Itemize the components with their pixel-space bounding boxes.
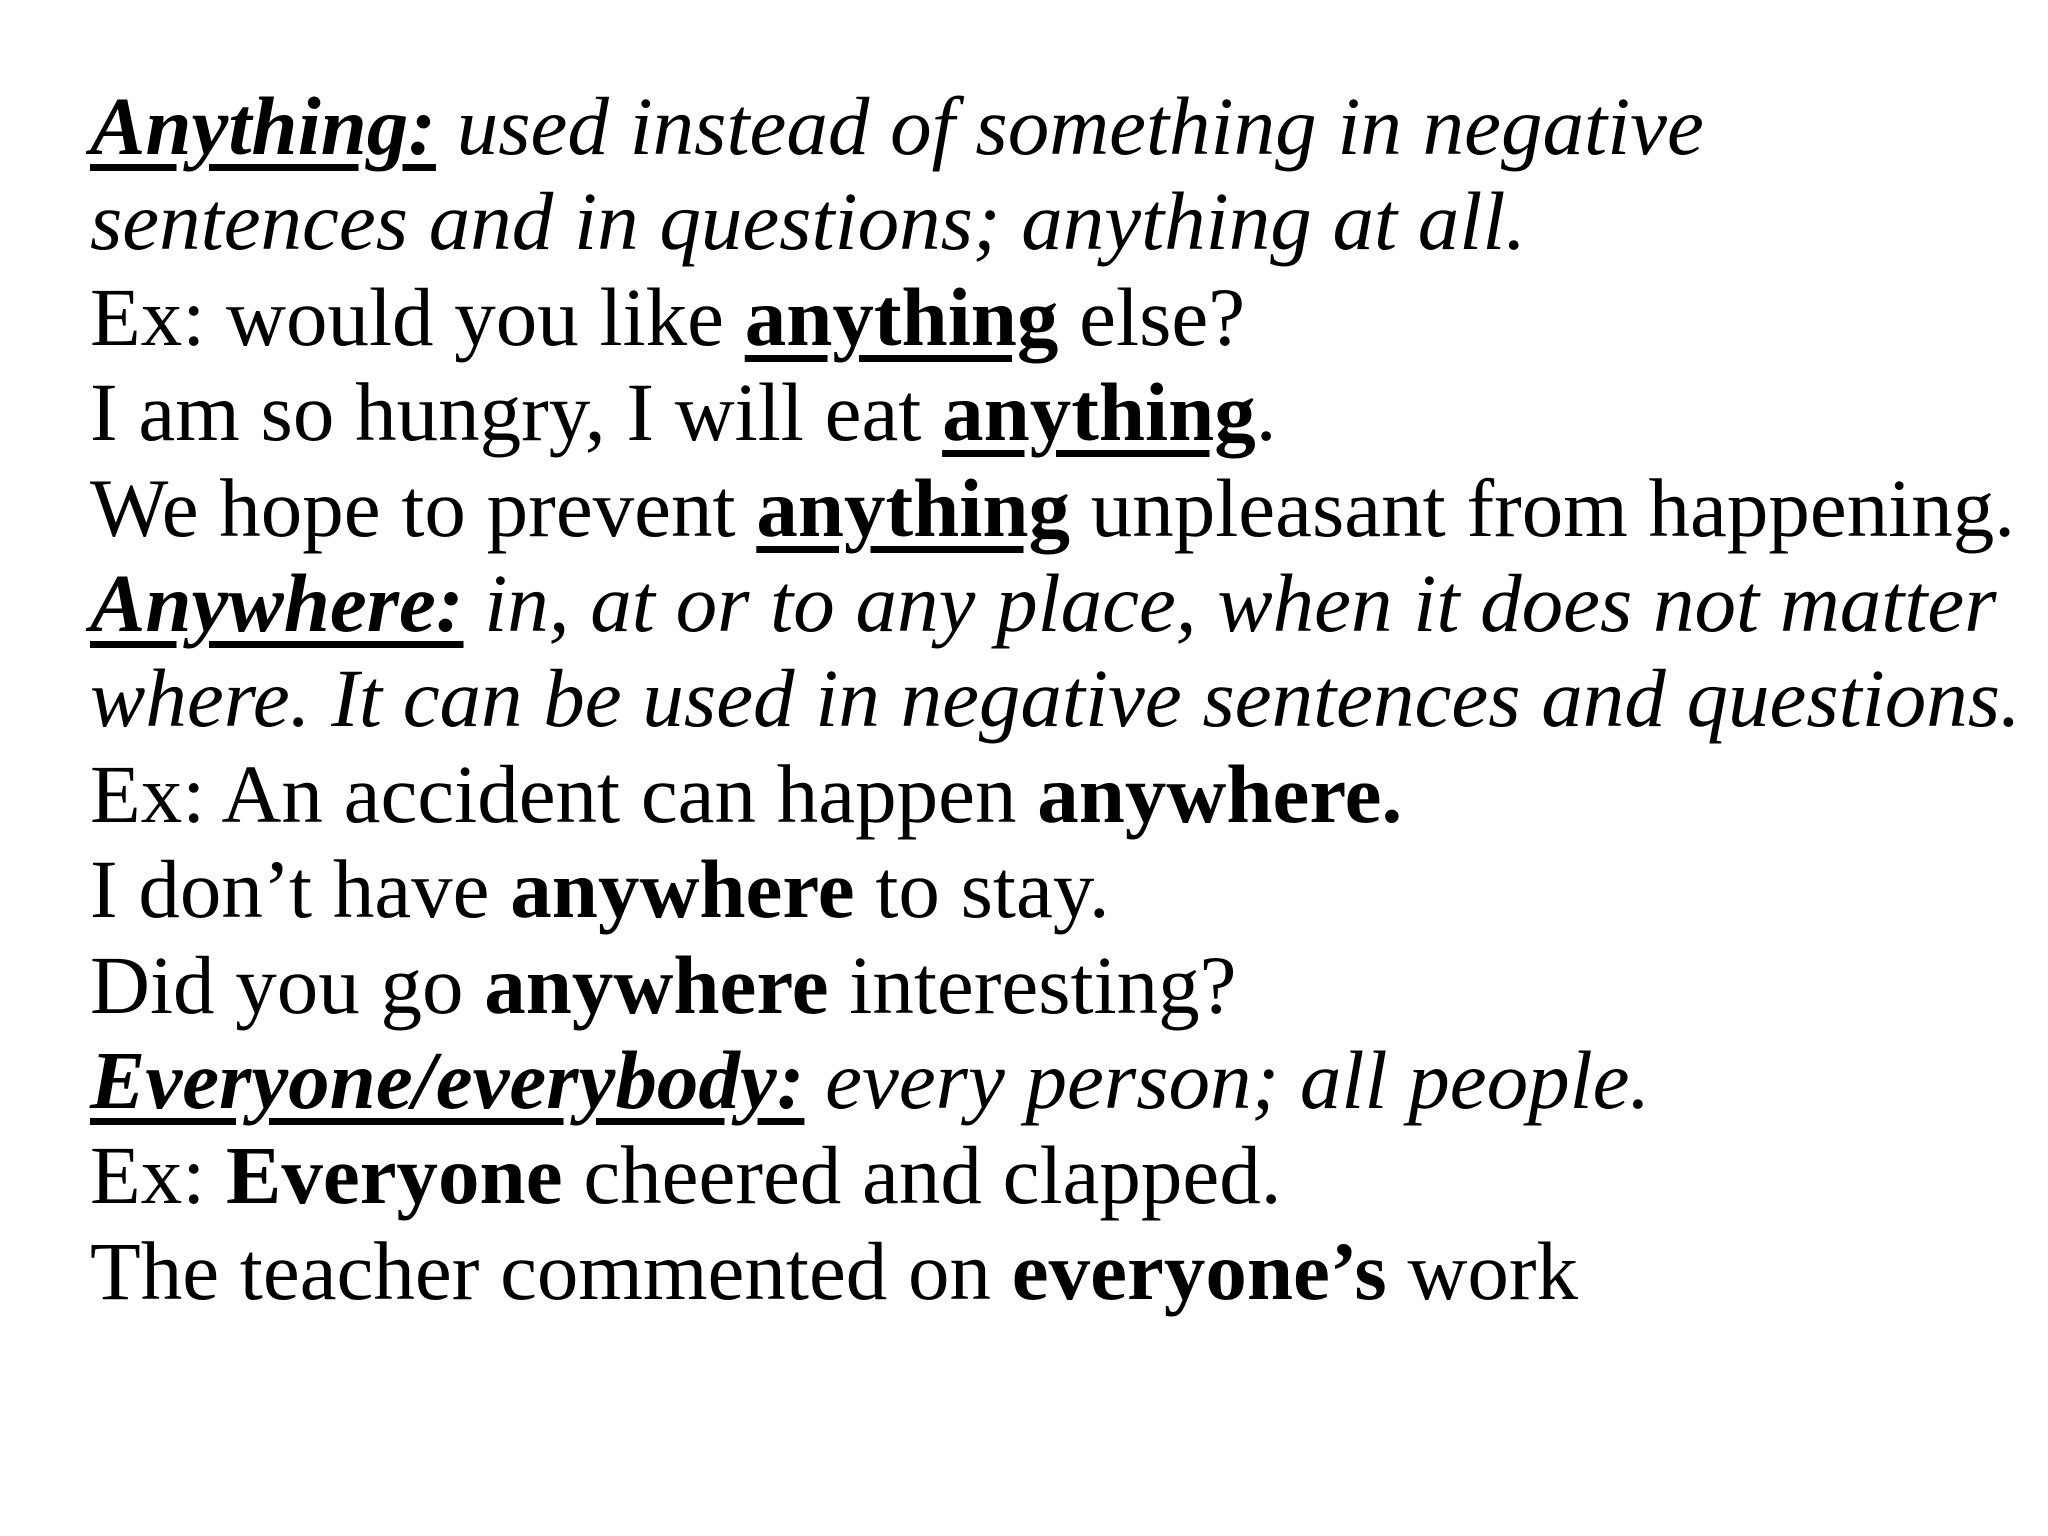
example-line	[90, 938, 2030, 1033]
example-text: Ex: would you like	[90, 270, 745, 363]
example-line	[90, 1128, 2030, 1223]
definition-line-everyone-1	[90, 1033, 2030, 1128]
example-text: to stay.	[854, 843, 1110, 936]
definition-text: sentences and in questions; anything at all.	[90, 175, 1527, 268]
example-line	[90, 365, 2030, 460]
definition-line-anything-1	[90, 79, 2030, 174]
term-everyone: Everyone/everybody:	[90, 1033, 805, 1126]
definition-line-anything-2	[90, 174, 2030, 269]
example-text: unpleasant from happening.	[1070, 461, 2016, 554]
example-text: I don’t have	[90, 843, 511, 936]
example-text: Did you go	[90, 938, 485, 1031]
example-line	[90, 270, 2030, 365]
example-text: Ex:	[90, 1129, 227, 1222]
definition-text: every person; all people.	[804, 1033, 1651, 1126]
term-anything: Anything:	[90, 80, 436, 172]
example-text: interesting?	[828, 938, 1237, 1031]
example-keyword: anything	[756, 461, 1070, 554]
slide-document	[90, 79, 2030, 1319]
example-text: else?	[1058, 270, 1246, 363]
example-keyword: anywhere	[510, 843, 855, 936]
term-anywhere: Anywhere:	[90, 556, 464, 649]
example-text: .	[1255, 366, 1277, 459]
example-keyword: anything	[942, 366, 1256, 459]
example-text: cheered and clapped.	[562, 1129, 1282, 1222]
definition-text: used instead of something in negative	[435, 80, 1704, 172]
example-keyword: anything	[744, 270, 1059, 363]
example-keyword: everyone’s	[1011, 1224, 1387, 1317]
example-line	[90, 842, 2030, 937]
example-text: We hope to prevent	[90, 461, 757, 554]
definition-text: in, at or to any place, when it does not matter	[463, 556, 1997, 649]
example-line	[90, 747, 2030, 842]
example-text: Ex: An accident can happen	[90, 747, 1038, 840]
definition-line-anywhere-2	[90, 651, 2030, 746]
example-text: The teacher commented on	[90, 1224, 1012, 1317]
example-keyword: anywhere	[484, 938, 829, 1031]
example-keyword: anywhere.	[1037, 747, 1403, 840]
example-text: I am so hungry, I will eat	[90, 366, 943, 459]
example-text: work	[1386, 1224, 1579, 1317]
example-line	[90, 461, 2030, 556]
example-line	[90, 1224, 2030, 1319]
definition-line-anywhere-1	[90, 556, 2030, 651]
definition-text: where. It can be used in negative sentences and questions.	[90, 652, 2021, 745]
example-keyword: Everyone	[226, 1129, 563, 1222]
